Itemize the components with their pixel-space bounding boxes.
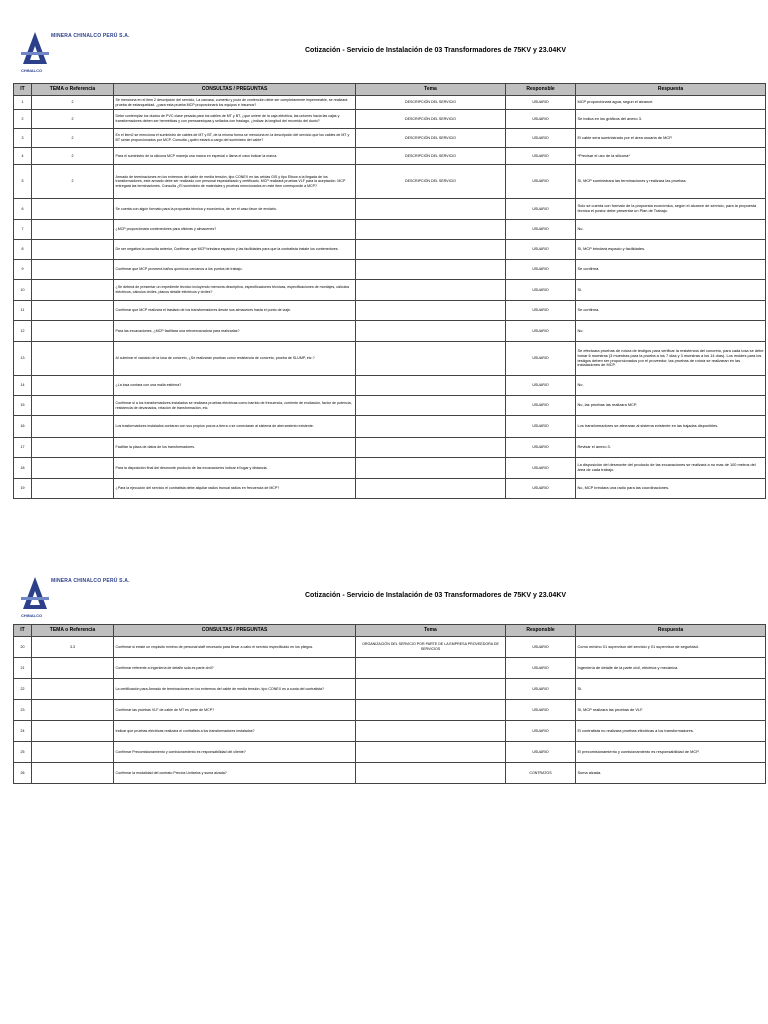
header-consultas: CONSULTAS / PREGUNTAS xyxy=(114,625,356,637)
header-tema-referencia: TEMA o Referencia xyxy=(32,84,114,96)
document-header xyxy=(13,30,768,80)
row-question: ¿Se deberá de presentar un expediente técnico incluyendo memoria descriptiva, especificaciones técnicas, especificaciones de montajes, cálculos eléctricos, cálculos civiles, planos detalle eléctricos y civiles? xyxy=(114,280,356,301)
row-responsible: USUARIO xyxy=(506,165,576,199)
row-reference: 2 xyxy=(32,148,114,165)
row-question: ¿MCP proporcionara contenedores para oficinas y almacenes? xyxy=(114,220,356,240)
row-reference xyxy=(32,301,114,321)
row-reference: 2 xyxy=(32,110,114,129)
company-short-name: CHINALCO xyxy=(21,68,43,73)
table-row xyxy=(14,658,766,679)
row-topic xyxy=(356,280,506,301)
row-question: Para el suministro de la silicona MCP maneja una marca en especial o llama el caso indicar la marca. xyxy=(114,148,356,165)
table-row xyxy=(14,280,766,301)
row-reference xyxy=(32,416,114,438)
row-topic xyxy=(356,301,506,321)
row-question: Para la disposición final del desmonte producto de las excavaciones indicar el lugar y distancia. xyxy=(114,458,356,479)
row-answer: Si. xyxy=(576,679,766,700)
company-logo-2 xyxy=(21,575,131,621)
row-reference xyxy=(32,721,114,742)
row-answer: Si, MCP realizara las pruebas de VLF. xyxy=(576,700,766,721)
row-answer: No, MCP brindara una radio para las coordinaciones. xyxy=(576,479,766,499)
row-topic xyxy=(356,342,506,376)
row-reference: 2 xyxy=(32,96,114,110)
row-answer: Si, MCP suministrara las terminaciones y realizara las pruebas. xyxy=(576,165,766,199)
table-row xyxy=(14,763,766,784)
row-item-number: 6 xyxy=(14,199,32,220)
row-reference xyxy=(32,679,114,700)
document-title: Cotización - Servicio de Instalación de 03 Transformadores de 75KV y 23.04KV xyxy=(305,592,567,599)
row-responsible: USUARIO xyxy=(506,416,576,438)
row-topic xyxy=(356,721,506,742)
row-reference: 2 xyxy=(32,165,114,199)
row-item-number: 7 xyxy=(14,220,32,240)
header-tema-referencia: TEMA o Referencia xyxy=(32,625,114,637)
table-row xyxy=(14,479,766,499)
table-row xyxy=(14,301,766,321)
header-consultas: CONSULTAS / PREGUNTAS xyxy=(114,84,356,96)
row-item-number: 13 xyxy=(14,342,32,376)
row-topic xyxy=(356,396,506,416)
row-answer: Los transformadores se aterraran al sistema existente en las bajadas disponibles. xyxy=(576,416,766,438)
header-it: IT xyxy=(14,84,32,96)
table-row xyxy=(14,458,766,479)
row-answer: No, las pruebas las realizara MCP. xyxy=(576,396,766,416)
row-item-number: 23 xyxy=(14,700,32,721)
row-answer: Se confirma. xyxy=(576,260,766,280)
row-answer: No. xyxy=(576,220,766,240)
row-item-number: 11 xyxy=(14,301,32,321)
row-topic: DESCRIPCIÓN DEL SERVICIO xyxy=(356,96,506,110)
row-item-number: 14 xyxy=(14,376,32,396)
row-item-number: 25 xyxy=(14,742,32,763)
row-answer: Si, MCP brindará espacio y facilidades. xyxy=(576,240,766,260)
row-topic xyxy=(356,240,506,260)
row-responsible: USUARIO xyxy=(506,376,576,396)
table-row xyxy=(14,129,766,148)
row-item-number: 19 xyxy=(14,479,32,499)
row-question: Confirmar la modalidad del contrato Precios Unitarios y suma alzada? xyxy=(114,763,356,784)
row-reference xyxy=(32,240,114,260)
row-question: La certificación para Armado de terminaciones en los extremos del cable de media tensión, tipo CONEX es a cuota del contratista? xyxy=(114,679,356,700)
row-responsible: USUARIO xyxy=(506,342,576,376)
document-title: Cotización - Servicio de Instalación de 03 Transformadores de 75KV y 23.04KV xyxy=(305,47,567,54)
row-question: Se menciona en el item 2 descripción del servicio, La carcasa, cumento y pozo de contención debe ser completamente impermeable, se realizará prueba de estanqueidad. ¿para esta prueba MCP proporcionará los equipos e insumos? xyxy=(114,96,356,110)
row-reference: 2 xyxy=(32,129,114,148)
row-question: De ser negativa la consulta anterior, Confirmar que MCP brindara espacios y las facilidades para que la contratista instale los contenedores. xyxy=(114,240,356,260)
row-item-number: 22 xyxy=(14,679,32,700)
header-respuesta: Respuesta xyxy=(576,625,766,637)
row-question: En el item2 se menciona el suministro de cables de MT y BT, de la misma forma se menciona en la descripción del servicio que los cables de MT y BT serán proporcionados por MCP. Consulta ¿quién estará a cargo del suministro del cable? xyxy=(114,129,356,148)
row-answer: La disposición del desmonte del producto de las excavaciones se realizará a no mas de 100 metros del área de cada trabajo. xyxy=(576,458,766,479)
table-row xyxy=(14,148,766,165)
page-section-2 xyxy=(13,575,768,784)
row-reference xyxy=(32,458,114,479)
row-item-number: 10 xyxy=(14,280,32,301)
row-question: ¿Para la ejecución del servicio el contratista debe alquilar radios trunual radios en frecuencia de MCP? xyxy=(114,479,356,499)
row-item-number: 18 xyxy=(14,458,32,479)
row-topic xyxy=(356,260,506,280)
row-topic: DESCRIPCIÓN DEL SERVICIO xyxy=(356,110,506,129)
row-item-number: 2 xyxy=(14,110,32,129)
row-responsible: USUARIO xyxy=(506,742,576,763)
table-row xyxy=(14,742,766,763)
row-responsible: USUARIO xyxy=(506,260,576,280)
row-responsible: USUARIO xyxy=(506,199,576,220)
row-reference: 3.3 xyxy=(32,637,114,658)
row-item-number: 17 xyxy=(14,438,32,458)
row-item-number: 16 xyxy=(14,416,32,438)
row-answer: Ingeniería de detalle de la parte civil, eléctrica y mecánica. xyxy=(576,658,766,679)
row-reference xyxy=(32,658,114,679)
row-responsible: USUARIO xyxy=(506,129,576,148)
row-question: Indicar que pruebas eléctricas realizara el contratista a los transformadores instalados? xyxy=(114,721,356,742)
row-question: Para las excavaciones, ¿MCP facilitara una retroexcavadora para realizarlas? xyxy=(114,321,356,342)
row-item-number: 26 xyxy=(14,763,32,784)
table-row xyxy=(14,637,766,658)
row-answer: Como mínimo 01 supervisor del servicio y 01 supervisor de seguridad. xyxy=(576,637,766,658)
row-question: Se cuenta con algún formato para la propuesta técnica y económica, de ser el caso favor de enviarlo. xyxy=(114,199,356,220)
row-topic xyxy=(356,658,506,679)
row-question: Confirmar que MCP realizara el traslado de los transformadores desde sus almacenes hasta el punto de izaje. xyxy=(114,301,356,321)
table-row xyxy=(14,110,766,129)
row-topic: DESCRIPCIÓN DEL SERVICIO xyxy=(356,165,506,199)
row-reference xyxy=(32,220,114,240)
row-responsible: USUARIO xyxy=(506,110,576,129)
row-reference xyxy=(32,763,114,784)
row-question: Confirmar las pruebas VLF de cable de MT es parte de MCP? xyxy=(114,700,356,721)
row-question: Confirmar Precomisionamiento y comisionamiento es responsabilidad del cliente? xyxy=(114,742,356,763)
row-answer: Se efectuara pruebas de rotura de testigos para verificar la resistencia del concreto, para cada losa se debe tomar 6 muestras (3 muestras para la prueba a los 7 días y 3 muestras a los 14 días). Los moldes para los testigos deben ser proporcionados por el proveedor, las pruebas de rotura se realizaran en las instalaciones de MCP. xyxy=(576,342,766,376)
row-topic xyxy=(356,438,506,458)
row-responsible: USUARIO xyxy=(506,148,576,165)
table-row xyxy=(14,376,766,396)
company-name: MINERA CHINALCO PERÚ S.A. xyxy=(51,578,130,584)
row-responsible: USUARIO xyxy=(506,321,576,342)
row-question: ¿La losa contara con una malla estirima? xyxy=(114,376,356,396)
row-topic xyxy=(356,321,506,342)
row-topic xyxy=(356,458,506,479)
table-row xyxy=(14,416,766,438)
header-responsable: Responsble xyxy=(506,625,576,637)
row-reference xyxy=(32,199,114,220)
row-item-number: 1 xyxy=(14,96,32,110)
chinalco-logo-icon xyxy=(21,575,49,611)
row-responsible: USUARIO xyxy=(506,280,576,301)
row-reference xyxy=(32,342,114,376)
table-row xyxy=(14,679,766,700)
table-row xyxy=(14,96,766,110)
table-row xyxy=(14,240,766,260)
row-answer: El contratista no realizara pruebas eléctricas a los transformadores. xyxy=(576,721,766,742)
header-tema: Tema xyxy=(356,84,506,96)
row-answer: No. xyxy=(576,376,766,396)
table-header-row xyxy=(14,84,766,96)
row-reference xyxy=(32,742,114,763)
row-topic xyxy=(356,376,506,396)
row-responsible: CONTRATOS xyxy=(506,763,576,784)
row-responsible: USUARIO xyxy=(506,96,576,110)
row-reference xyxy=(32,376,114,396)
company-short-name: CHINALCO xyxy=(21,613,43,618)
row-topic xyxy=(356,416,506,438)
row-reference xyxy=(32,479,114,499)
row-item-number: 9 xyxy=(14,260,32,280)
table-row xyxy=(14,199,766,220)
company-name: MINERA CHINALCO PERÚ S.A. xyxy=(51,33,130,39)
row-topic xyxy=(356,679,506,700)
row-reference xyxy=(32,280,114,301)
row-answer: Se confirma. xyxy=(576,301,766,321)
row-question: Confirmar si existe un requisito mínimo de personal staff necesario para llevar a cabo el servicio especificado en los pliegos. xyxy=(114,637,356,658)
row-item-number: 5 xyxy=(14,165,32,199)
row-topic xyxy=(356,199,506,220)
table-header-row xyxy=(14,625,766,637)
row-answer: El precomisionamiento y comisionamiento es responsabilidad de MCP. xyxy=(576,742,766,763)
row-question: Los trasformadores instalados contaran con sus propios pozos a tierra o se conectaran al sistema de aterramiento existente. xyxy=(114,416,356,438)
chinalco-logo-icon xyxy=(21,30,49,66)
row-responsible: USUARIO xyxy=(506,637,576,658)
header-it: IT xyxy=(14,625,32,637)
row-reference xyxy=(32,321,114,342)
row-answer: *Precisar el uso de la silicona* xyxy=(576,148,766,165)
table-row xyxy=(14,396,766,416)
row-responsible: USUARIO xyxy=(506,700,576,721)
header-responsable: Responsble xyxy=(506,84,576,96)
row-item-number: 8 xyxy=(14,240,32,260)
row-responsible: USUARIO xyxy=(506,240,576,260)
row-question: Debe contemplar los ductos de PVC clase pesada para los cables de MT y BT, ¿que uniere de la caja eléctrica, las uniones hacia las cajas y transformadores deben ser herméticas y con prensaestopas y sellados con fraslago, ¿indicar la longitud del recorrido del ducto? xyxy=(114,110,356,129)
table-row xyxy=(14,721,766,742)
row-item-number: 21 xyxy=(14,658,32,679)
row-question: Confirmar referente a ingeniería de detalle sola es parte civil? xyxy=(114,658,356,679)
row-topic xyxy=(356,220,506,240)
row-item-number: 15 xyxy=(14,396,32,416)
document-header-2 xyxy=(13,575,768,625)
row-item-number: 3 xyxy=(14,129,32,148)
row-topic: DESCRIPCIÓN DEL SERVICIO xyxy=(356,148,506,165)
row-responsible: USUARIO xyxy=(506,438,576,458)
row-responsible: USUARIO xyxy=(506,301,576,321)
table-row xyxy=(14,700,766,721)
row-answer: Suma alzada. xyxy=(576,763,766,784)
row-item-number: 24 xyxy=(14,721,32,742)
row-reference xyxy=(32,260,114,280)
row-answer: Se indica en los gráficos del anexo 3. xyxy=(576,110,766,129)
row-reference xyxy=(32,438,114,458)
row-item-number: 12 xyxy=(14,321,32,342)
table-row xyxy=(14,220,766,240)
row-responsible: USUARIO xyxy=(506,679,576,700)
row-answer: Solo se cuenta con formato de la propuesta económica, según el alcance de servicio, para la propuesta técnica el postor debe presentar un Plan de Trabajo. xyxy=(576,199,766,220)
table-row xyxy=(14,342,766,376)
header-respuesta: Respuesta xyxy=(576,84,766,96)
row-topic xyxy=(356,479,506,499)
row-reference xyxy=(32,396,114,416)
row-topic xyxy=(356,742,506,763)
row-answer: Revisar el anexo 3. xyxy=(576,438,766,458)
table-row xyxy=(14,321,766,342)
row-question: Facilitar la placa de datos de los transformadores. xyxy=(114,438,356,458)
page-section-1 xyxy=(13,30,768,499)
row-topic xyxy=(356,763,506,784)
row-answer: No. xyxy=(576,321,766,342)
row-question: Al culminar el vaciado de la losa de concreto, ¿Se realizarán pruebas como resistencia de concreto, prueba de SLUMP, etc.? xyxy=(114,342,356,376)
row-answer: El cable sera suministrado por el área usuaria de MCP. xyxy=(576,129,766,148)
row-responsible: USUARIO xyxy=(506,220,576,240)
row-answer: MCP proporcionará agua, según el alcance. xyxy=(576,96,766,110)
row-question: Armado de terminaciones en los extremos del cable de media tensión, tipo CONEX en las celdas GIS y tipo Elbow a la llegada de los transformadores, este armado debe ser realizado con personal especializado y certificado, MCP realizará pruebas VLF para la aceptación. MCP entregará las terminaciones. Consulta ¿El suministro de materiales y pruebas mencionados en este item corresponde a MCP? xyxy=(114,165,356,199)
row-topic: ORGANIZACIÓN DEL SERVICIO POR PARTE DE LA EMPRESA PROVEEDORA DE SERVICIOS xyxy=(356,637,506,658)
row-responsible: USUARIO xyxy=(506,396,576,416)
table-row xyxy=(14,165,766,199)
questions-table-2 xyxy=(13,624,766,784)
company-logo xyxy=(21,30,131,76)
row-topic: DESCRIPCIÓN DEL SERVICIO xyxy=(356,129,506,148)
row-responsible: USUARIO xyxy=(506,721,576,742)
row-responsible: USUARIO xyxy=(506,458,576,479)
row-item-number: 20 xyxy=(14,637,32,658)
row-question: Confirmar que MCP proveerá baños químicos cercanos a los puntos de trabajo. xyxy=(114,260,356,280)
questions-table-1 xyxy=(13,83,766,499)
row-reference xyxy=(32,700,114,721)
header-tema: Tema xyxy=(356,625,506,637)
row-topic xyxy=(356,700,506,721)
table-row xyxy=(14,438,766,458)
row-item-number: 4 xyxy=(14,148,32,165)
row-answer: Si. xyxy=(576,280,766,301)
row-question: Confirmar si a los transformadores instalados se realizara pruebas eléctricas como barrido de frecuencia, corriente de excitación, factor de potencia, resistencia de devanados, relación de transformación, etc. xyxy=(114,396,356,416)
row-responsible: USUARIO xyxy=(506,658,576,679)
table-row xyxy=(14,260,766,280)
row-responsible: USUARIO xyxy=(506,479,576,499)
